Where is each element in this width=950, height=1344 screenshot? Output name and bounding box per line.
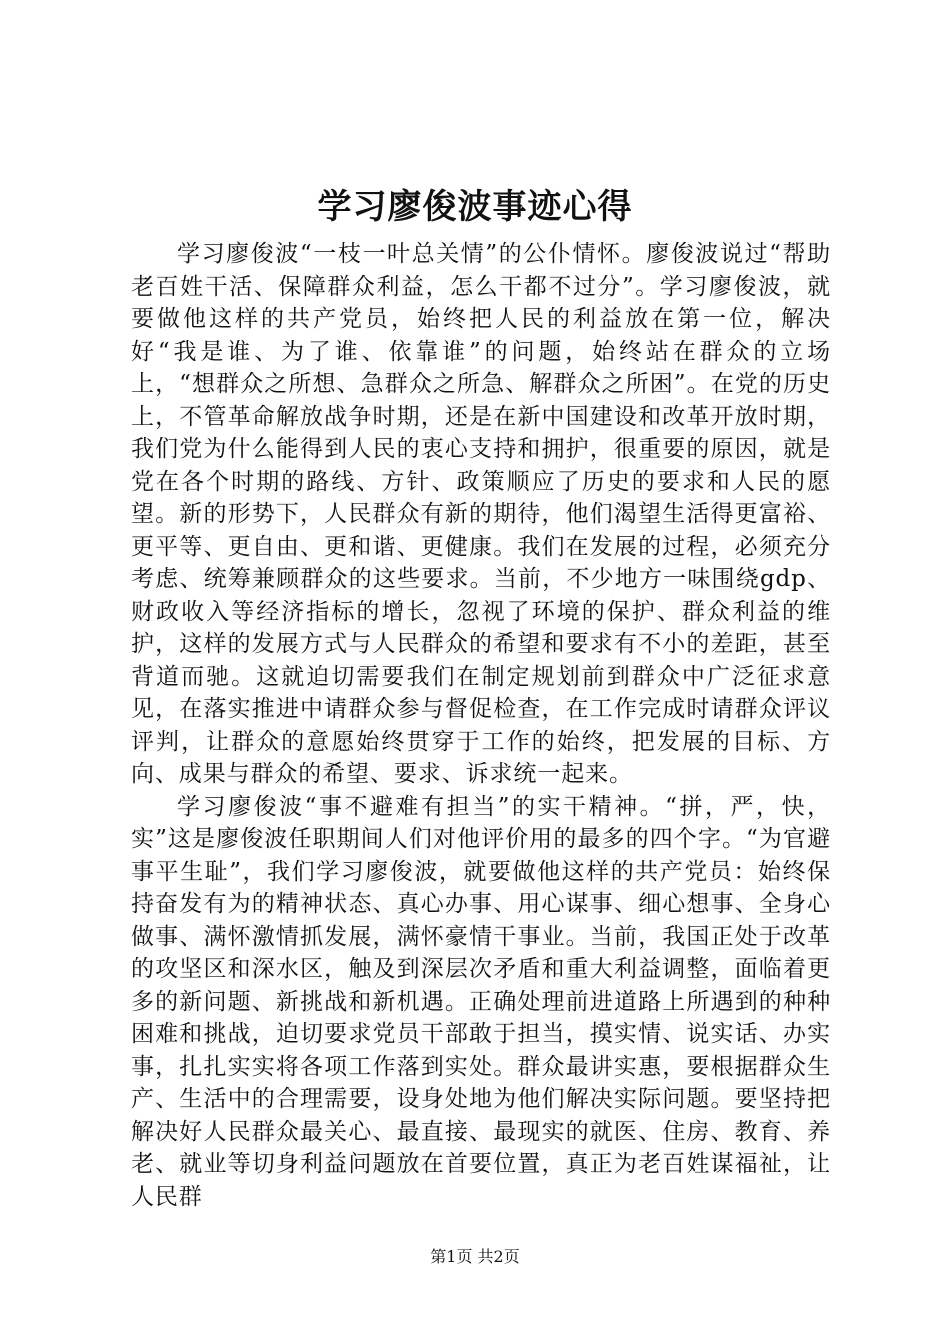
document-body (131, 238, 831, 1213)
paragraph-2: 学习廖俊波“事不避难有担当”的实干精神。“拼，严，快，实”这是廖俊波任职期间人们对他评价用的最多的四个字。“为官避事平生耻”，我们学习廖俊波，就要做他这样的共产党员：始终保持奋发有为的精神状态、真心办事、用心谋事、细心想事、全身心做事、满怀激情抓发展，满怀豪情干事业。当前，我国正处于改革的攻坚区和深水区，触及到深层次矛盾和重大利益调整，面临着更多的新问题、新挑战和新机遇。正确处理前进道路上所遇到的种种困难和挑战，迫切要求党员干部敢于担当，摸实情、说实话、办实事，扎扎实实将各项工作落到实处。群众最讲实惠，要根据群众生产、生活中的合理需要，设身处地为他们解决实际问题。要坚持把解决好人民群众最关心、最直接、最现实的就医、住房、教育、养老、就业等切身利益问题放在首要位置，真正为老百姓谋福祉，让人民群 (131, 793, 831, 1210)
page-number-footer: 第1页 共2页 (430, 1247, 520, 1266)
document-title: 学习廖俊波事迹心得 (317, 187, 633, 227)
paragraph-1: 学习廖俊波“一枝一叶总关情”的公仆情怀。廖俊波说过“帮助老百姓干活、保障群众利益，怎么干都不过分”。学习廖俊波，就要做他这样的共产党员，始终把人民的利益放在第一位，解决好“我是谁、为了谁、依靠谁”的问题，始终站在群众的立场上，“想群众之所想、急群众之所急、解群众之所困”。在党的历史上，不管革命解放战争时期，还是在新中国建设和改革开放时期，我们党为什么能得到人民的衷心支持和拥护，很重要的原因，就是党在各个时期的路线、方针、政策顺应了历史的要求和人民的愿望。新的形势下，人民群众有新的期待，他们渴望生活得更富裕、更平等、更自由、更和谐、更健康。我们在发展的过程，必须充分考虑、统筹兼顾群众的这些要求。当前，不少地方一味围绕gdp、财政收入等经济指标的增长，忽视了环境的保护、群众利益的维护，这样的发展方式与人民群众的希望和要求有不小的差距，甚至背道而驰。这就迫切需要我们在制定规划前到群众中广泛征求意见，在落实推进中请群众参与督促检查，在工作完成时请群众评议评判，让群众的意愿始终贯穿于工作的始终，把发展的目标、方向、成果与群众的希望、要求、诉求统一起来。 (131, 241, 831, 787)
